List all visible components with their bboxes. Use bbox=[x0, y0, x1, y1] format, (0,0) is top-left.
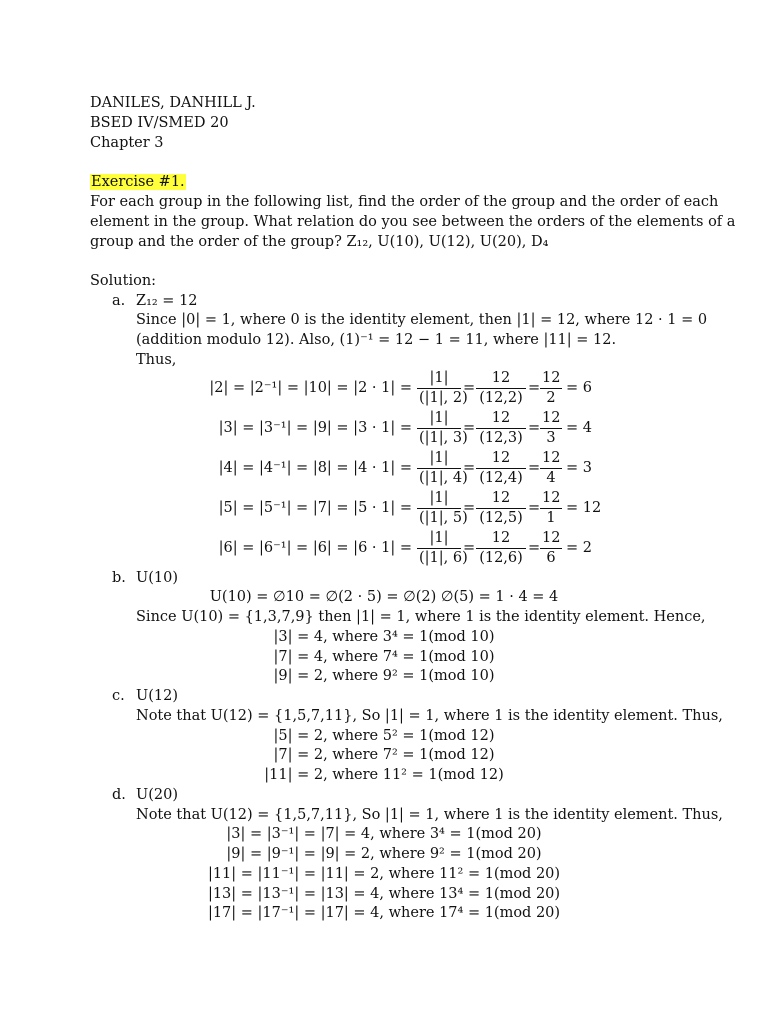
order-equation bbox=[200, 489, 600, 529]
numerator: 12 bbox=[540, 449, 562, 469]
part-b-marker: b. bbox=[112, 570, 126, 586]
part-d-head: U(20) bbox=[136, 787, 178, 803]
fraction-numeric bbox=[476, 449, 526, 488]
equation-result: = 6 bbox=[566, 380, 592, 396]
author-name: DANILES, DANHILL J. bbox=[90, 95, 256, 111]
denominator: (|1|, 6) bbox=[419, 550, 468, 566]
numerator: 12 bbox=[476, 489, 526, 509]
part-b-text-1: Since U(10) = {1,3,7,9} then |1| = 1, where 1 is the identity element. Hence, bbox=[136, 609, 706, 625]
denominator: (12,4) bbox=[479, 470, 523, 486]
solution-label: Solution: bbox=[90, 273, 157, 289]
part-a-text-3: Thus, bbox=[136, 352, 177, 368]
denominator: 1 bbox=[546, 510, 556, 526]
denominator: (|1|, 5) bbox=[419, 510, 468, 526]
numerator: 12 bbox=[540, 529, 562, 549]
order-equation bbox=[200, 529, 600, 569]
fraction-simplified bbox=[540, 449, 562, 488]
part-d-order-line: |9| = |9⁻¹| = |9| = 2, where 9² = 1(mod 20) bbox=[226, 846, 542, 862]
equals-sign: = bbox=[463, 460, 476, 476]
order-equation bbox=[200, 369, 600, 409]
part-d-text-1: Note that U(12) = {1,5,7,11}, So |1| = 1, where 1 is the identity element. Thus, bbox=[136, 807, 723, 823]
part-d-order-line: |17| = |17⁻¹| = |17| = 4, where 17⁴ = 1(mod 20) bbox=[207, 905, 561, 921]
course-label: BSED IV/SMED 20 bbox=[90, 115, 229, 131]
equals-sign: = bbox=[463, 380, 476, 396]
equation-lhs: |6| = |6⁻¹| = |6| = |6 · 1| = bbox=[218, 540, 412, 556]
numerator: 12 bbox=[540, 409, 562, 429]
numerator: |1| bbox=[417, 409, 461, 429]
numerator: 12 bbox=[540, 489, 562, 509]
part-b-order-line: |3| = 4, where 3⁴ = 1(mod 10) bbox=[273, 629, 495, 645]
order-equation bbox=[200, 409, 600, 449]
denominator: 6 bbox=[546, 550, 556, 566]
equals-sign: = bbox=[528, 420, 541, 436]
denominator: 3 bbox=[546, 430, 556, 446]
exercise-prompt-line-3: group and the order of the group? Z₁₂, U(10), U(12), U(20), D₄ bbox=[90, 234, 549, 250]
part-c-head: U(12) bbox=[136, 688, 178, 704]
fraction-numeric bbox=[476, 529, 526, 568]
numerator: |1| bbox=[417, 449, 461, 469]
part-a-marker: a. bbox=[112, 293, 126, 309]
part-d-order-line: |13| = |13⁻¹| = |13| = 4, where 13⁴ = 1(mod 20) bbox=[207, 886, 561, 902]
numerator: |1| bbox=[417, 529, 461, 549]
part-b-order-line: |9| = 2, where 9² = 1(mod 10) bbox=[273, 668, 495, 684]
fraction-gcd bbox=[417, 449, 468, 488]
equation-lhs: |4| = |4⁻¹| = |8| = |4 · 1| = bbox=[218, 460, 412, 476]
numerator: |1| bbox=[417, 369, 461, 389]
part-d-marker: d. bbox=[112, 787, 126, 803]
equation-result: = 4 bbox=[566, 420, 592, 436]
exercise-title-highlight: Exercise #1. bbox=[91, 174, 185, 190]
part-d-order-line: |11| = |11⁻¹| = |11| = 2, where 11² = 1(mod 20) bbox=[207, 866, 561, 882]
fraction-simplified bbox=[540, 409, 562, 448]
exercise-prompt-line-1: For each group in the following list, find the order of the group and the order of each bbox=[90, 194, 719, 210]
fraction-simplified bbox=[540, 489, 562, 528]
part-b-order-line: |7| = 4, where 7⁴ = 1(mod 10) bbox=[273, 649, 495, 665]
numerator: 12 bbox=[476, 409, 526, 429]
numerator: 12 bbox=[476, 529, 526, 549]
part-a-text-1: Since |0| = 1, where 0 is the identity element, then |1| = 12, where 12 · 1 = 0 bbox=[136, 312, 708, 328]
fraction-gcd bbox=[417, 529, 468, 568]
equals-sign: = bbox=[528, 500, 541, 516]
denominator: 2 bbox=[546, 390, 556, 406]
fraction-numeric bbox=[476, 409, 526, 448]
order-equation bbox=[200, 449, 600, 489]
equation-lhs: |3| = |3⁻¹| = |9| = |3 · 1| = bbox=[218, 420, 412, 436]
equation-lhs: |5| = |5⁻¹| = |7| = |5 · 1| = bbox=[218, 500, 412, 516]
part-c-order-line: |11| = 2, where 11² = 1(mod 12) bbox=[264, 767, 504, 783]
numerator: 12 bbox=[476, 369, 526, 389]
fraction-gcd bbox=[417, 409, 468, 448]
denominator: (|1|, 3) bbox=[419, 430, 468, 446]
part-b-phi-equation: U(10) = ∅10 = ∅(2 · 5) = ∅(2) ∅(5) = 1 · 4 = 4 bbox=[209, 589, 559, 605]
part-a-text-2: (addition modulo 12). Also, (1)⁻¹ = 12 − 1 = 11, where |11| = 12. bbox=[136, 332, 617, 348]
equals-sign: = bbox=[528, 380, 541, 396]
denominator: (12,5) bbox=[479, 510, 523, 526]
part-b-head: U(10) bbox=[136, 570, 178, 586]
equation-lhs: |2| = |2⁻¹| = |10| = |2 · 1| = bbox=[209, 380, 412, 396]
part-c-text-1: Note that U(12) = {1,5,7,11}, So |1| = 1, where 1 is the identity element. Thus, bbox=[136, 708, 723, 724]
exercise-title bbox=[90, 173, 186, 191]
equation-result: = 3 bbox=[566, 460, 592, 476]
denominator: (|1|, 4) bbox=[419, 470, 468, 486]
chapter-label: Chapter 3 bbox=[90, 135, 164, 151]
denominator: (12,3) bbox=[479, 430, 523, 446]
equation-result: = 2 bbox=[566, 540, 592, 556]
numerator: |1| bbox=[417, 489, 461, 509]
part-c-marker: c. bbox=[112, 688, 125, 704]
denominator: (|1|, 2) bbox=[419, 390, 468, 406]
fraction-gcd bbox=[417, 369, 468, 408]
fraction-gcd bbox=[417, 489, 468, 528]
equals-sign: = bbox=[463, 500, 476, 516]
equals-sign: = bbox=[528, 460, 541, 476]
part-a-head: Z₁₂ = 12 bbox=[136, 293, 198, 309]
numerator: 12 bbox=[476, 449, 526, 469]
part-c-order-line: |7| = 2, where 7² = 1(mod 12) bbox=[273, 747, 495, 763]
denominator: 4 bbox=[546, 470, 556, 486]
part-c-order-line: |5| = 2, where 5² = 1(mod 12) bbox=[273, 728, 495, 744]
part-d-order-line: |3| = |3⁻¹| = |7| = 4, where 3⁴ = 1(mod 20) bbox=[226, 826, 542, 842]
equation-result: = 12 bbox=[566, 500, 602, 516]
denominator: (12,2) bbox=[479, 390, 523, 406]
denominator: (12,6) bbox=[479, 550, 523, 566]
equals-sign: = bbox=[463, 420, 476, 436]
equals-sign: = bbox=[528, 540, 541, 556]
fraction-simplified bbox=[540, 369, 562, 408]
fraction-simplified bbox=[540, 529, 562, 568]
numerator: 12 bbox=[540, 369, 562, 389]
fraction-numeric bbox=[476, 369, 526, 408]
equals-sign: = bbox=[463, 540, 476, 556]
exercise-prompt-line-2: element in the group. What relation do you see between the orders of the elements of a bbox=[90, 214, 736, 230]
fraction-numeric bbox=[476, 489, 526, 528]
